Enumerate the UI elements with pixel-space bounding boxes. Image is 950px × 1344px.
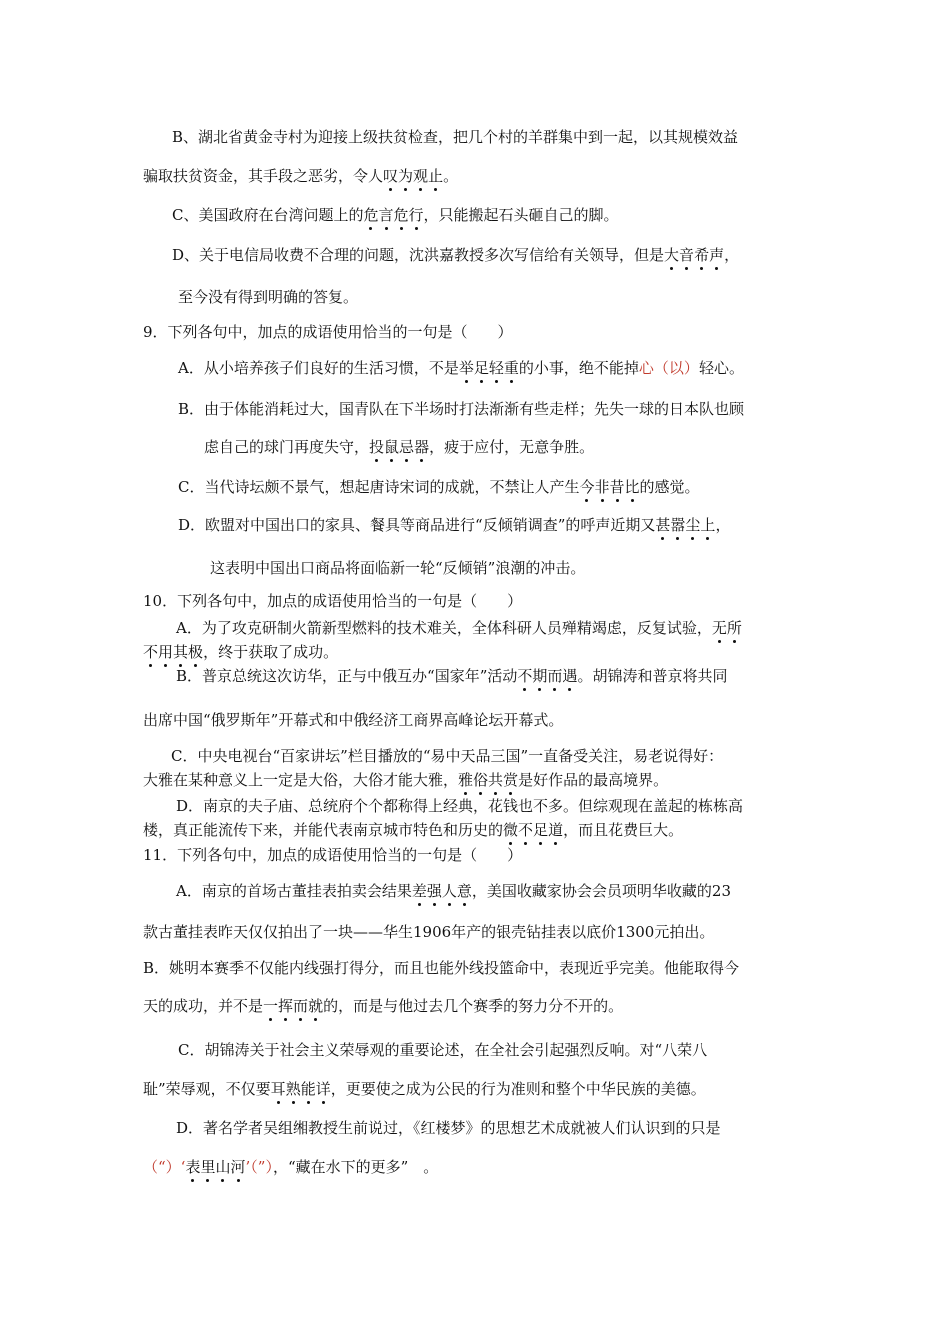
dotted-char: 危 [393,206,409,224]
dotted-idiom [369,438,429,456]
dotted-char: 无 [711,619,727,637]
dotted-char: 嚣 [670,516,686,534]
dotted-char: 期 [532,667,548,685]
dotted-idiom [412,882,472,900]
dotted-char: 熟 [285,1080,301,1098]
dotted-char: 河 [230,1158,246,1176]
line-11a-1: A．南京的首场古董挂表拍卖会结果差强人意，美国收藏家协会会员项明华收藏的23 [176,882,731,900]
line-9a: A．从小培养孩子们良好的生活习惯，不是举足轻重的小事，绝不能掉心（以）轻心。 [178,359,744,377]
dotted-idiom [664,246,724,264]
dotted-idiom [517,667,577,685]
dotted-char: 不 [518,821,534,839]
dotted-idiom [712,619,742,637]
dotted-char: 观 [413,167,429,185]
dotted-idiom [363,206,423,224]
dotted-idiom [459,359,519,377]
dotted-char: 就 [308,997,324,1015]
dotted-char: 人 [441,882,457,900]
red-correction: ‘ [180,1158,186,1176]
dotted-char: 赏 [503,771,519,789]
line-9b-2: 虑自己的球门再度失守，投鼠忌器，疲于应付，无意争胜。 [204,438,595,456]
dotted-char: 今 [579,478,595,496]
line-8b-1: B、湖北省黄金寺村为迎接上级扶贫检查，把几个村的羊群集中到一起，以其规模效益 [172,128,739,146]
dotted-char: 轻 [488,359,504,377]
line-10c-1: C．中央电视台“百家讲坛”栏目播放的“易中天品三国”一直备受关注，易老说得好： [171,747,724,765]
dotted-char: 里 [200,1158,216,1176]
dotted-char: 止 [428,167,444,185]
line-9d-1: D．欧盟对中国出口的家具、餐具等商品进行“反倾销调查”的呼声近期又甚嚣尘上， [178,516,731,534]
dotted-char: 挥 [278,997,294,1015]
dotted-char: 希 [694,246,710,264]
dotted-char: 一 [263,997,279,1015]
dotted-char: 而 [547,667,563,685]
dotted-idiom [271,1080,331,1098]
dotted-char: 极 [188,643,204,661]
dotted-char: 大 [664,246,680,264]
dotted-char: 比 [624,478,640,496]
dotted-idiom [458,771,518,789]
dotted-char: 所 [726,619,742,637]
dotted-idiom [503,821,563,839]
dotted-idiom [263,997,323,1015]
red-correction: ’ [245,1158,251,1176]
dotted-char: 足 [533,821,549,839]
dotted-idiom [579,478,639,496]
dotted-char: 山 [215,1158,231,1176]
line-10b-1: B．普京总统这次访华，正与中俄互办“国家年”活动不期而遇。胡锦涛和普京将共同 [176,667,728,685]
dotted-char: 言 [378,206,394,224]
dotted-idiom [383,167,443,185]
question-11-stem: 11．下列各句中，加点的成语使用恰当的一句是（ ） [143,846,523,864]
line-11d-1: D．著名学者吴组缃教授生前说过，《红楼梦》的思想艺术成就被人们认识到的只是 [176,1119,721,1137]
dotted-char: 雅 [458,771,474,789]
dotted-char: 鼠 [384,438,400,456]
dotted-idiom [655,516,715,534]
line-8b-2: 骗取扶贫资金，其手段之恶劣，令人叹为观止。 [143,167,459,185]
dotted-char: 共 [488,771,504,789]
dotted-char: 举 [458,359,474,377]
dotted-char: 甚 [655,516,671,534]
line-8c: C、美国政府在台湾问题上的危言危行，只能搬起石头砸自己的脚。 [172,206,619,224]
dotted-char: 声 [709,246,725,264]
question-9-stem: 9．下列各句中，加点的成语使用恰当的一句是（ ） [143,323,513,341]
line-9d-2: 这表明中国出口商品将面临新一轮“反倾销”浪潮的冲击。 [210,559,586,577]
line-8d-2: 至今没有得到明确的答复。 [178,288,359,306]
line-10d-1: D．南京的夫子庙、总统府个个都称得上经典，花钱也不多。但综观现在盖起的栋栋高 [176,797,744,815]
line-11b-2: 天的成功，并不是一挥而就的，而是与他过去几个赛季的努力分不开的。 [143,997,624,1015]
dotted-char: 遇 [562,667,578,685]
dotted-char: 足 [473,359,489,377]
line-11a-2: 款古董挂表昨天仅仅拍出了一块——华生1906年产的银壳钻挂表以底价1300元拍出。 [143,923,715,941]
line-11d-2: （“）‘表里山河’（”），“藏在水下的更多” 。 [143,1158,439,1176]
dotted-char: 器 [414,438,430,456]
dotted-char: 差 [411,882,427,900]
dotted-char: 叹 [383,167,399,185]
dotted-char: 而 [293,997,309,1015]
dotted-char: 昔 [609,478,625,496]
dotted-char: 忌 [399,438,415,456]
red-correction: （“） [143,1158,181,1176]
dotted-char: 俗 [473,771,489,789]
line-10a-1: A．为了攻克研制火箭新型燃料的技术难关，全体科研人员殚精竭虑，反复试验，无所 [176,619,742,637]
line-9c: C．当代诗坛颇不景气，想起唐诗宋词的成就，不禁让人产生今非昔比的感觉。 [178,478,700,496]
line-10b-2: 出席中国“俄罗斯年”开幕式和中俄经济工商界高峰论坛开幕式。 [143,711,564,729]
dotted-char: 不 [143,643,159,661]
dotted-char: 强 [426,882,442,900]
dotted-char: 音 [679,246,695,264]
dotted-char: 尘 [685,516,701,534]
line-11c-2: 耻”荣辱观，不仅要耳熟能详，更要使之成为公民的行为准则和整个中华民族的美德。 [143,1080,706,1098]
dotted-char: 不 [517,667,533,685]
line-8d-1: D、关于电信局收费不合理的问题，沈洪嘉教授多次写信给有关领导，但是大音希声， [172,246,740,264]
dotted-char: 耳 [270,1080,286,1098]
dotted-char: 投 [369,438,385,456]
dotted-char: 重 [503,359,519,377]
dotted-char: 其 [173,643,189,661]
dotted-char: 非 [594,478,610,496]
dotted-char: 为 [398,167,414,185]
dotted-char: 详 [315,1080,331,1098]
line-11b-1: B．姚明本赛季不仅能内线强打得分，而且也能外线投篮命中，表现近乎完美。他能取得今 [143,959,740,977]
red-correction: （”） [250,1158,273,1176]
dotted-char: 上 [700,516,716,534]
dotted-char: 危 [363,206,379,224]
red-correction: 心（以） [638,359,699,377]
dotted-char: 道 [548,821,564,839]
question-10-stem: 10．下列各句中，加点的成语使用恰当的一句是（ ） [143,592,523,610]
dotted-char: 微 [503,821,519,839]
dotted-char: 能 [300,1080,316,1098]
dotted-idiom [185,1158,245,1176]
line-11c-1: C．胡锦涛关于社会主义荣辱观的重要论述，在全社会引起强烈反响。对“八荣八 [178,1041,708,1059]
line-9b-1: B．由于体能消耗过大，国青队在下半场时打法渐渐有些走样；先失一球的日本队也顾 [178,400,745,418]
dotted-char: 表 [185,1158,201,1176]
line-10d-2: 楼，真正能流传下来，并能代表南京城市特色和历史的微不足道，而且花费巨大。 [143,821,684,839]
dotted-char: 用 [158,643,174,661]
dotted-char: 行 [408,206,424,224]
dotted-char: 意 [456,882,472,900]
line-10c-2: 大雅在某种意义上一定是大俗，大俗才能大雅，雅俗共赏是好作品的最高境界。 [143,771,669,789]
dotted-idiom [143,643,203,661]
line-10a-2: 不用其极，终于获取了成功。 [143,643,339,661]
